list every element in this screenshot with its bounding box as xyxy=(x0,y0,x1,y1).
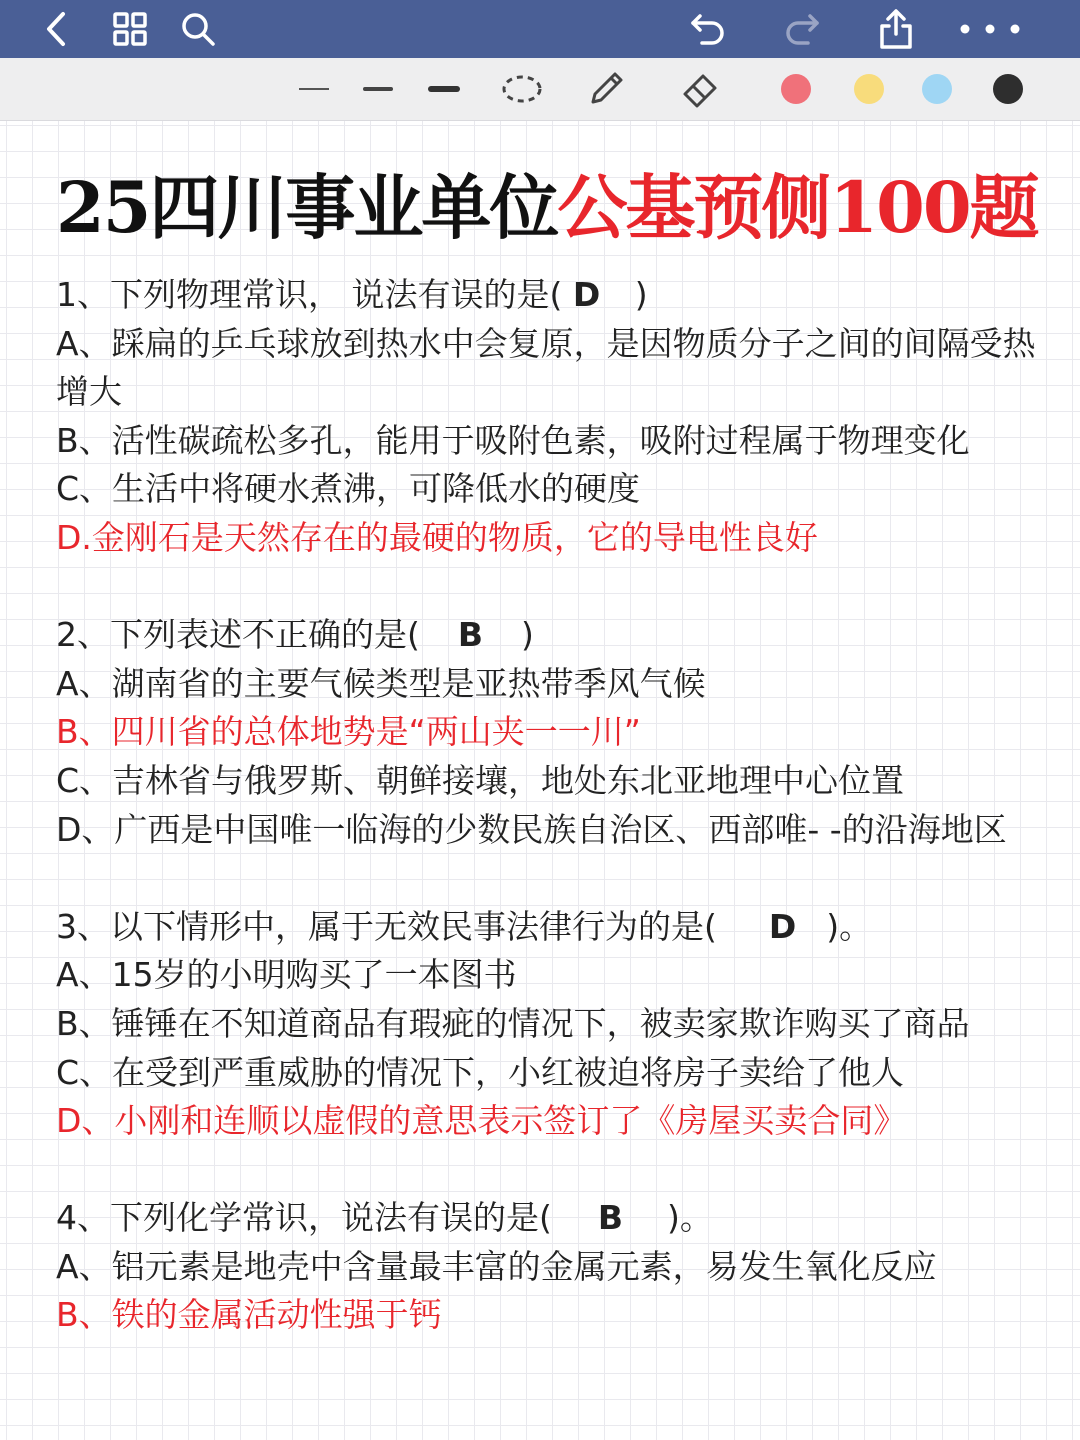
option-a: A、踩扁的乒乓球放到热水中会复原，是因物质分子之间的间隔受热增大 xyxy=(56,323,1036,412)
lasso-icon[interactable] xyxy=(500,58,544,120)
color-swatch-pink[interactable] xyxy=(778,58,814,120)
option-a: A、铝元素是地壳中含量最丰富的金属元素，易发生氧化反应 xyxy=(56,1246,937,1286)
more-icon[interactable] xyxy=(950,0,1030,58)
color-swatch-black[interactable] xyxy=(990,58,1026,120)
page-title xyxy=(56,163,1056,253)
question-stem: 2、下列表述不正确的是( B ) xyxy=(56,611,1046,660)
note-canvas[interactable] xyxy=(0,121,1080,1440)
answer-letter: B xyxy=(457,615,484,655)
thick-line-icon[interactable] xyxy=(426,58,462,120)
drawing-toolbar xyxy=(0,58,1080,121)
option-c: C、吉林省与俄罗斯、朝鲜接壤，地处东北亚地理中心位置 xyxy=(56,760,905,800)
title-red: 公基预侧100题 xyxy=(557,166,1038,249)
medium-line-icon[interactable] xyxy=(360,58,396,120)
answer-letter: B xyxy=(597,1198,624,1238)
option-b-correct: B、铁的金属活动性强于钙 xyxy=(56,1295,442,1335)
answer-letter: D xyxy=(768,906,797,946)
eraser-icon[interactable] xyxy=(678,58,722,120)
option-b-correct: B、四川省的总体地势是“两山夹一一川” xyxy=(56,712,641,752)
question-stem: 1、下列物理常识， 说法有误的是( D ) xyxy=(56,271,1046,320)
top-nav-bar xyxy=(0,0,1080,58)
redo-icon[interactable] xyxy=(780,0,824,58)
option-d-correct: D、小刚和连顺以虚假的意思表示签订了《房屋买卖合同》 xyxy=(56,1101,907,1141)
thin-line-icon[interactable] xyxy=(296,58,332,120)
grid-icon[interactable] xyxy=(110,0,150,58)
pencil-icon[interactable] xyxy=(584,58,628,120)
option-d-correct: D.金刚石是天然存在的最硬的物质，它的导电性良好 xyxy=(56,517,818,557)
option-b: B、活性碳疏松多孔，能用于吸附色素，吸附过程属于物理变化 xyxy=(56,420,970,460)
color-swatch-yellow[interactable] xyxy=(851,58,887,120)
back-icon[interactable] xyxy=(36,0,76,58)
option-a: A、15岁的小明购买了一本图书 xyxy=(56,955,517,995)
search-icon[interactable] xyxy=(178,0,218,58)
answer-letter: D xyxy=(572,275,601,314)
share-icon[interactable] xyxy=(874,0,918,58)
option-d: D、广西是中国唯一临海的少数民族自治区、西部唯- -的沿海地区 xyxy=(56,809,1007,849)
question-stem: 3、以下情形中，属于无效民事法律行为的是( D )。 xyxy=(56,903,1046,952)
question-stem: 4、下列化学常识，说法有误的是( B )。 xyxy=(56,1194,1046,1243)
color-swatch-blue[interactable] xyxy=(919,58,955,120)
option-c: C、在受到严重威胁的情况下，小红被迫将房子卖给了他人 xyxy=(56,1052,905,1092)
title-black: 25四川事业单位 xyxy=(56,166,558,249)
undo-icon[interactable] xyxy=(686,0,730,58)
option-b: B、锤锤在不知道商品有瑕疵的情况下，被卖家欺诈购买了商品 xyxy=(56,1003,970,1043)
option-a: A、湖南省的主要气候类型是亚热带季风气候 xyxy=(56,663,706,703)
option-c: C、生活中将硬水煮沸，可降低水的硬度 xyxy=(56,469,641,509)
question-list xyxy=(56,271,1046,1340)
